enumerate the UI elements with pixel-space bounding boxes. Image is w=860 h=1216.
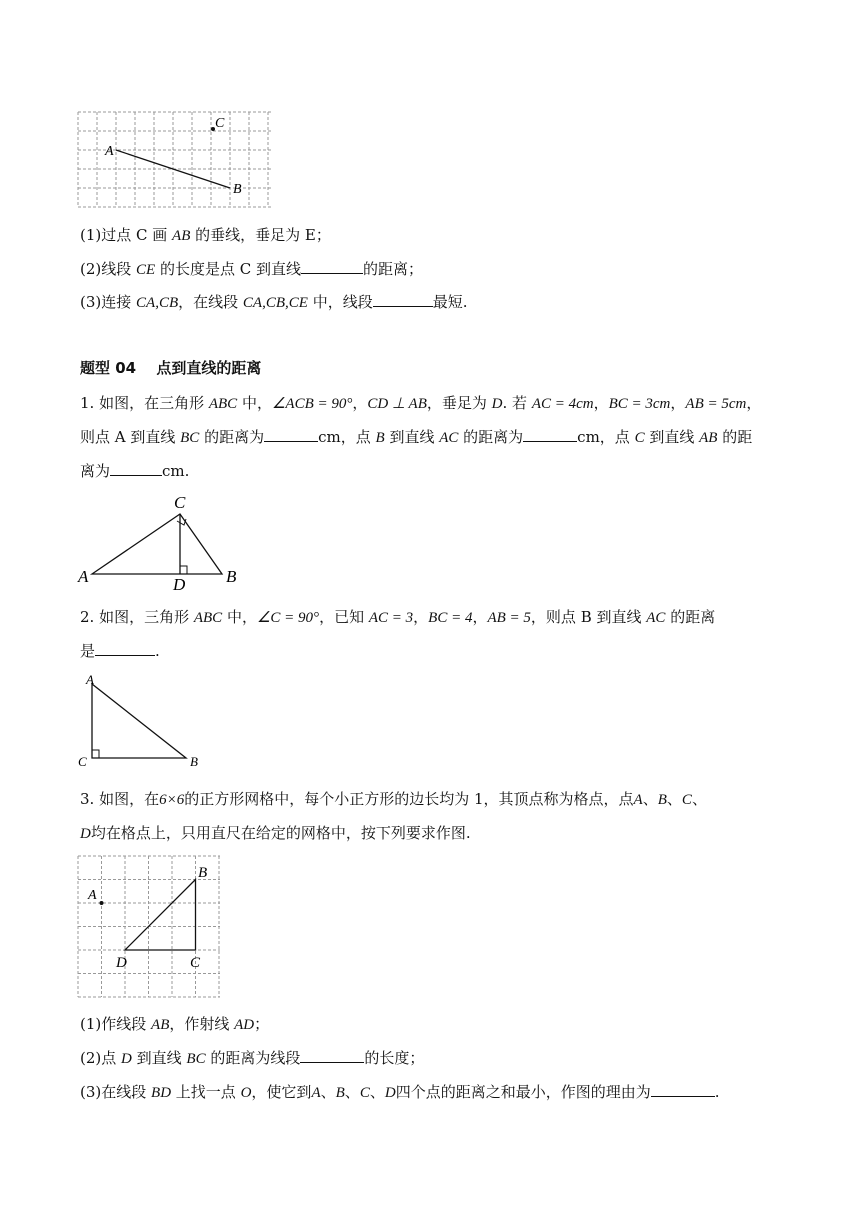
right-triangle-acb-figure bbox=[76, 670, 216, 772]
q1-line-1: 1. 如图，在三角形 ABC 中，∠ACB = 90°，CD ⊥ AB，垂足为 D. 若 AC = 4cm，BC = 3cm，AB = 5cm， bbox=[80, 394, 762, 412]
q2-line-2: 是 . bbox=[80, 642, 160, 660]
q3-part-2: (2)点 D 到直线 BC 的距离为线段 的长度； bbox=[80, 1049, 425, 1067]
answer-blank[interactable] bbox=[300, 1048, 364, 1063]
point-a bbox=[100, 901, 104, 905]
q3-line-1: 3. 如图，在6×6的正方形网格中，每个小正方形的边长均为 1，其顶点称为格点，点A、B、C、 bbox=[80, 790, 707, 808]
grid-figure-ab-c bbox=[78, 112, 272, 208]
prev-question-part-3: (3)连接 CA,CB，在线段 CA,CB,CE 中，线段 最短. bbox=[80, 293, 468, 311]
label-b: B bbox=[233, 182, 242, 197]
answer-blank[interactable] bbox=[301, 259, 363, 274]
label-a: A bbox=[86, 672, 94, 687]
q3-part-3: (3)在线段 BD 上找一点 O，使它到A、B、C、D四个点的距离之和最小，作图的理由为 . bbox=[80, 1083, 720, 1101]
label-a: A bbox=[105, 144, 114, 159]
label-c: C bbox=[190, 955, 201, 971]
label-b: B bbox=[190, 754, 198, 769]
answer-blank[interactable] bbox=[264, 427, 318, 442]
label-b: B bbox=[198, 865, 208, 881]
answer-blank[interactable] bbox=[95, 641, 155, 656]
answer-blank[interactable] bbox=[110, 461, 162, 476]
q1-line-2: 则点 A 到直线 BC 的距离为 cm，点 B 到直线 AC 的距离为 cm，点 C 到直线 AB 的距 bbox=[80, 428, 753, 446]
section-heading: 题型 04 点到直线的距离 bbox=[80, 359, 262, 377]
label-c: C bbox=[174, 493, 186, 512]
answer-blank[interactable] bbox=[523, 427, 577, 442]
q3-part-1: (1)作线段 AB，作射线 AD； bbox=[80, 1015, 270, 1033]
label-c: C bbox=[215, 116, 225, 131]
label-c: C bbox=[78, 754, 87, 769]
q2-line-1: 2. 如图，三角形 ABC 中，∠C = 90°，已知 AC = 3，BC = 4，AB = 5，则点 B 到直线 AC 的距离 bbox=[80, 608, 716, 626]
prev-question-part-1: (1)过点 C 画 AB 的垂线，垂足为 E； bbox=[80, 226, 331, 244]
grid-figure-6x6 bbox=[78, 856, 228, 1000]
label-b: B bbox=[226, 567, 237, 586]
label-a: A bbox=[88, 888, 97, 903]
answer-blank[interactable] bbox=[373, 292, 433, 307]
answer-blank[interactable] bbox=[651, 1082, 715, 1097]
q3-line-2: D均在格点上，只用直尺在给定的网格中，按下列要求作图. bbox=[80, 824, 471, 842]
label-d: D bbox=[116, 955, 127, 971]
label-d: D bbox=[173, 575, 186, 594]
triangle-abc-altitude-figure bbox=[76, 492, 246, 592]
label-a: A bbox=[78, 567, 89, 586]
q1-line-3: 离为 cm. bbox=[80, 462, 190, 480]
prev-question-part-2: (2)线段 CE 的长度是点 C 到直线 的距离； bbox=[80, 260, 424, 278]
